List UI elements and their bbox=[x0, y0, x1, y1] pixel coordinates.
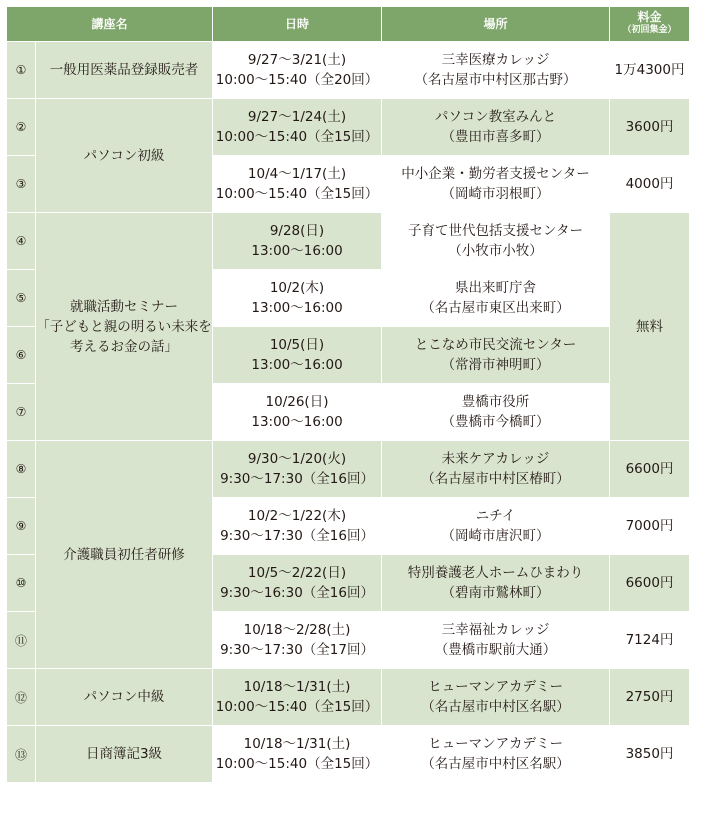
time-range: 9:30〜17:30（全17回） bbox=[220, 642, 374, 658]
venue-address: （岡崎市羽根町） bbox=[441, 186, 550, 202]
time-range: 10:00〜15:40（全15回） bbox=[215, 129, 379, 145]
date-cell bbox=[213, 498, 382, 555]
row-number: ⑬ bbox=[7, 726, 36, 783]
header-fee bbox=[610, 7, 690, 42]
venue-name: ヒューマンアカデミー bbox=[428, 736, 563, 752]
date-range: 10/26(日) bbox=[265, 394, 329, 410]
venue-name: 三幸福祉カレッジ bbox=[441, 622, 550, 638]
venue-address: （岡崎市唐沢町） bbox=[441, 528, 550, 544]
row-number: ④ bbox=[7, 213, 36, 270]
venue-cell bbox=[382, 669, 610, 726]
date-range: 10/18〜2/28(土) bbox=[243, 622, 351, 638]
table-row bbox=[7, 669, 690, 726]
venue-cell bbox=[382, 384, 610, 441]
fee-cell: 7000円 bbox=[610, 498, 690, 555]
row-number: ⑪ bbox=[7, 612, 36, 669]
fee-cell: 7124円 bbox=[610, 612, 690, 669]
fee-cell: 2750円 bbox=[610, 669, 690, 726]
time-range: 9:30〜16:30（全16回） bbox=[220, 585, 374, 601]
venue-name: パソコン教室みんと bbox=[434, 109, 557, 125]
venue-name: 豊橋市役所 bbox=[461, 394, 530, 410]
venue-cell bbox=[382, 213, 610, 270]
fee-cell: 6600円 bbox=[610, 555, 690, 612]
table-row bbox=[7, 726, 690, 783]
venue-address: （名古屋市中村区名駅） bbox=[421, 699, 570, 715]
time-range: 10:00〜15:40（全15回） bbox=[215, 756, 379, 772]
venue-cell bbox=[382, 99, 610, 156]
time-range: 9:30〜17:30（全16回） bbox=[220, 528, 374, 544]
time-range: 10:00〜15:40（全15回） bbox=[215, 699, 379, 715]
fee-cell: 6600円 bbox=[610, 441, 690, 498]
venue-name: 子育て世代包括支援センター bbox=[408, 223, 583, 239]
table-row bbox=[7, 213, 690, 270]
header-fee-note: （初回集金） bbox=[622, 25, 677, 35]
course-name bbox=[36, 213, 213, 441]
row-number: ⑫ bbox=[7, 669, 36, 726]
time-range: 10:00〜15:40（全15回） bbox=[215, 186, 379, 202]
row-number: ⑨ bbox=[7, 498, 36, 555]
course-name: 介護職員初任者研修 bbox=[36, 441, 213, 669]
time-range: 10:00〜15:40（全20回） bbox=[215, 72, 379, 88]
venue-address: （豊田市喜多町） bbox=[441, 129, 550, 145]
date-range: 9/27〜3/21(土) bbox=[247, 52, 347, 68]
fee-cell: 無料 bbox=[610, 213, 690, 441]
fee-cell: 4000円 bbox=[610, 156, 690, 213]
table-header-row bbox=[7, 7, 690, 42]
date-range: 9/28(日) bbox=[269, 223, 325, 239]
course-name-line: 考えるお金の話」 bbox=[70, 338, 178, 355]
course-name: 一般用医薬品登録販売者 bbox=[36, 42, 213, 99]
row-number: ② bbox=[7, 99, 36, 156]
fee-cell: 3600円 bbox=[610, 99, 690, 156]
date-cell bbox=[213, 384, 382, 441]
venue-cell bbox=[382, 726, 610, 783]
row-number: ⑩ bbox=[7, 555, 36, 612]
date-range: 10/2〜1/22(木) bbox=[247, 508, 347, 524]
date-cell bbox=[213, 441, 382, 498]
time-range: 13:00〜16:00 bbox=[251, 243, 343, 259]
venue-cell bbox=[382, 156, 610, 213]
date-cell bbox=[213, 213, 382, 270]
venue-address: （豊橋市駅前大通） bbox=[434, 642, 557, 658]
table-row bbox=[7, 42, 690, 99]
venue-address: （常滑市神明町） bbox=[441, 357, 550, 373]
venue-address: （名古屋市中村区那古野） bbox=[414, 72, 577, 88]
date-range: 10/5〜2/22(日) bbox=[247, 565, 347, 581]
course-name-line: 就職活動セミナー bbox=[70, 298, 178, 315]
course-name: パソコン中級 bbox=[36, 669, 213, 726]
row-number: ⑥ bbox=[7, 327, 36, 384]
row-number: ① bbox=[7, 42, 36, 99]
header-course: 講座名 bbox=[7, 7, 213, 42]
date-cell bbox=[213, 669, 382, 726]
row-number: ⑤ bbox=[7, 270, 36, 327]
venue-cell bbox=[382, 612, 610, 669]
row-number: ⑦ bbox=[7, 384, 36, 441]
date-cell bbox=[213, 555, 382, 612]
date-range: 10/4〜1/17(土) bbox=[247, 166, 347, 182]
venue-cell bbox=[382, 441, 610, 498]
date-cell bbox=[213, 156, 382, 213]
venue-name: 未来ケアカレッジ bbox=[441, 451, 550, 467]
table-row bbox=[7, 441, 690, 498]
date-cell bbox=[213, 42, 382, 99]
time-range: 13:00〜16:00 bbox=[251, 414, 343, 430]
venue-name: 県出来町庁舎 bbox=[455, 280, 537, 296]
date-cell bbox=[213, 612, 382, 669]
venue-name: ニチイ bbox=[475, 508, 516, 524]
venue-name: 三幸医療カレッジ bbox=[441, 52, 550, 68]
date-range: 10/18〜1/31(土) bbox=[243, 679, 351, 695]
venue-name: 中小企業・勤労者支援センター bbox=[401, 166, 590, 182]
date-cell bbox=[213, 270, 382, 327]
time-range: 9:30〜17:30（全16回） bbox=[220, 471, 374, 487]
venue-address: （豊橋市今橋町） bbox=[441, 414, 550, 430]
venue-address: （名古屋市東区出来町） bbox=[421, 300, 570, 316]
venue-address: （小牧市小牧） bbox=[448, 243, 543, 259]
fee-cell: 3850円 bbox=[610, 726, 690, 783]
row-number: ⑧ bbox=[7, 441, 36, 498]
date-range: 10/18〜1/31(土) bbox=[243, 736, 351, 752]
venue-cell bbox=[382, 270, 610, 327]
venue-cell bbox=[382, 498, 610, 555]
header-fee-label: 料金 bbox=[637, 10, 662, 24]
course-name: パソコン初級 bbox=[36, 99, 213, 213]
venue-cell bbox=[382, 42, 610, 99]
date-cell bbox=[213, 327, 382, 384]
time-range: 13:00〜16:00 bbox=[251, 300, 343, 316]
venue-name: とこなめ市民交流センター bbox=[414, 337, 577, 353]
venue-address: （名古屋市中村区名駅） bbox=[421, 756, 570, 772]
venue-cell bbox=[382, 327, 610, 384]
course-name: 日商簿記3級 bbox=[36, 726, 213, 783]
venue-name: 特別養護老人ホームひまわり bbox=[407, 565, 584, 581]
course-schedule-table bbox=[6, 6, 690, 783]
course-name-line: 「子どもと親の明るい未来を bbox=[36, 318, 212, 335]
date-range: 10/5(日) bbox=[269, 337, 325, 353]
venue-address: （碧南市鷲林町） bbox=[441, 585, 550, 601]
date-cell bbox=[213, 726, 382, 783]
row-number: ③ bbox=[7, 156, 36, 213]
date-range: 9/30〜1/20(火) bbox=[247, 451, 347, 467]
time-range: 13:00〜16:00 bbox=[251, 357, 343, 373]
date-cell bbox=[213, 99, 382, 156]
venue-cell bbox=[382, 555, 610, 612]
date-range: 10/2(木) bbox=[269, 280, 325, 296]
header-venue: 場所 bbox=[382, 7, 610, 42]
fee-cell: 1万4300円 bbox=[610, 42, 690, 99]
venue-address: （名古屋市中村区椿町） bbox=[421, 471, 570, 487]
date-range: 9/27〜1/24(土) bbox=[247, 109, 347, 125]
venue-name: ヒューマンアカデミー bbox=[428, 679, 563, 695]
table-row bbox=[7, 99, 690, 156]
header-datetime: 日時 bbox=[213, 7, 382, 42]
